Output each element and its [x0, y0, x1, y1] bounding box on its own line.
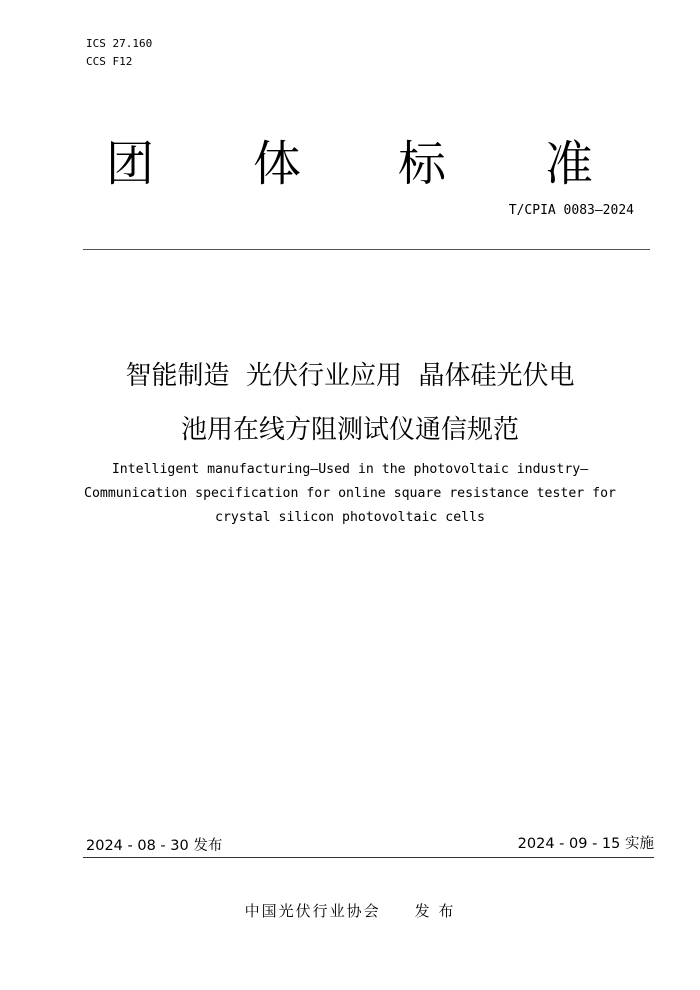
standard-type-title [0, 134, 700, 194]
chinese-title-line-2: 池用在线方阻测试仪通信规范 [180, 415, 519, 445]
standard-type-char-3: 标 [398, 136, 447, 192]
publisher-name: 中国光伏行业协会 [244, 902, 381, 920]
english-title-line-3: crystal silicon photovoltaic cells [215, 510, 485, 525]
chinese-title-line-1: 智能制造 光伏行业应用 晶体硅光伏电 [125, 361, 575, 391]
publisher-line [0, 901, 700, 921]
ics-code: ICS 27.160 [86, 37, 153, 50]
standard-number: T/CPIA 0083—2024 [508, 203, 634, 218]
ccs-code: CCS F12 [86, 55, 133, 68]
header-divider [83, 249, 650, 250]
publish-action: 发 布 [414, 902, 456, 920]
english-title [0, 458, 700, 530]
footer-divider [83, 857, 654, 858]
english-title-line-1: Intelligent manufacturing—Used in the photovoltaic industry— [111, 462, 589, 477]
standard-type-char-1: 团 [106, 136, 155, 192]
standard-type-char-4: 准 [545, 136, 594, 192]
english-title-line-2: Communication specification for online square resistance tester for [84, 486, 616, 501]
standard-type-char-2: 体 [253, 136, 302, 192]
publish-date: 2024 - 08 - 30 发布 [86, 838, 223, 854]
implement-date: 2024 - 09 - 15 实施 [517, 836, 654, 852]
